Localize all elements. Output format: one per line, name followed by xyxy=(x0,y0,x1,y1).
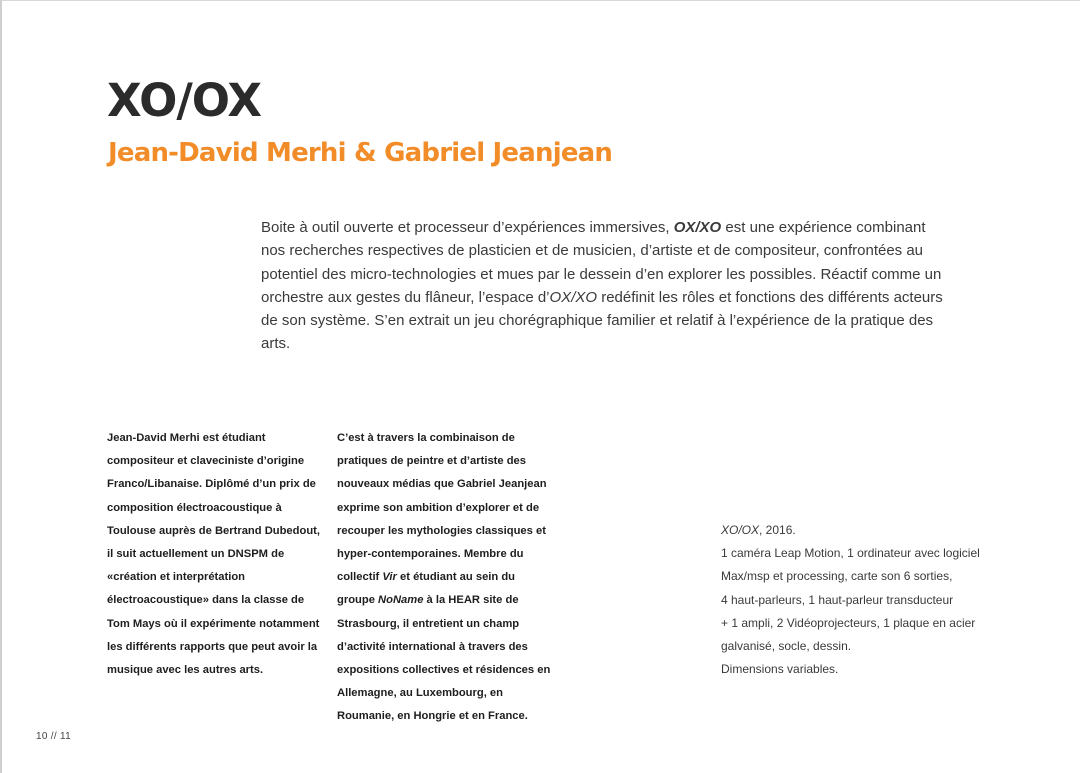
bio-line: Allemagne, au Luxembourg, en xyxy=(337,687,503,700)
bio-text: à la HEAR site de xyxy=(423,594,519,607)
page-number: 10 // 11 xyxy=(36,731,72,742)
intro-emphasis-2: OX/XO xyxy=(549,288,598,306)
intro-text-3: redéfinit les rôles et fonctions des différents acteurs de son système. S’en extrait un jeu chorégraphique familier et relatif à l’expérience de la pratique des arts. xyxy=(261,288,943,353)
intro-text-2: est une expérience combinant nos recherches respectives de plasticien et de musicien, d’artiste et de compositeur, confrontées au potentiel des micro-technologies et mues par le dessein d’en explorer les possibles. Réactif comme un orchestre aux gestes du flâneur, l’espace d’ xyxy=(261,219,942,306)
bio-line: musique avec les autres arts. xyxy=(107,664,264,677)
bio-line: il suit actuellement un DNSPM de xyxy=(107,548,285,561)
work-caption-year: , 2016. xyxy=(759,523,796,537)
work-caption xyxy=(721,519,980,542)
bio-text: groupe xyxy=(337,594,379,607)
work-detail-line: + 1 ampli, 2 Vidéoprojecteurs, 1 plaque en acier xyxy=(721,615,976,630)
work-detail-line: Dimensions variables. xyxy=(721,662,839,677)
bio-line: électroacoustique» dans la classe de xyxy=(107,594,305,607)
bio-line xyxy=(337,566,550,589)
bio-merhi xyxy=(107,427,320,682)
bio-line: les différents rapports que peut avoir la xyxy=(107,640,318,653)
work-details xyxy=(721,519,980,681)
bio-text: et étudiant au sein du xyxy=(396,571,516,584)
intro-text-1: Boite à outil ouverte et processeur d’expériences immersives, xyxy=(261,219,674,236)
bio-line: recouper les mythologies classiques et xyxy=(337,524,546,537)
bio-line: compositeur et claveciniste d’origine xyxy=(107,455,305,468)
work-detail-line: 4 haut-parleurs, 1 haut-parleur transducteur xyxy=(721,592,954,607)
bio-line: d’activité international à travers des xyxy=(337,640,528,653)
bio-line: expositions collectives et résidences en xyxy=(337,664,551,677)
bio-jeanjean xyxy=(337,427,550,729)
bio-line xyxy=(337,589,550,612)
work-title: XO/OX xyxy=(107,74,262,127)
bio-line: Franco/Libanaise. Diplômé d’un prix de xyxy=(107,478,316,491)
bio-text: collectif xyxy=(337,571,383,584)
bio-line: Tom Mays où il expérimente notamment xyxy=(107,617,320,630)
bio-line: exprime son ambition d’explorer et de xyxy=(337,501,540,514)
work-detail-line: Max/msp et processing, carte son 6 sorties, xyxy=(721,569,953,584)
bio-line: pratiques de peintre et d’artiste des xyxy=(337,455,526,468)
group-name: NoName xyxy=(378,594,424,607)
bio-line: «création et interprétation xyxy=(107,571,246,584)
bio-line: Strasbourg, il entretient un champ xyxy=(337,617,520,630)
work-detail-line: galvanisé, socle, dessin. xyxy=(721,639,852,654)
intro-paragraph xyxy=(261,216,951,356)
bio-line: Roumanie, en Hongrie et en France. xyxy=(337,710,528,723)
bio-line: Toulouse auprès de Bertrand Dubedout, xyxy=(107,524,320,537)
collective-name: Vir xyxy=(382,571,397,584)
bio-line: composition électroacoustique à xyxy=(107,501,282,514)
bio-line: nouveaux médias que Gabriel Jeanjean xyxy=(337,478,547,491)
work-detail-line: 1 caméra Leap Motion, 1 ordinateur avec logiciel xyxy=(721,546,980,561)
bio-line: C’est à travers la combinaison de xyxy=(337,432,515,444)
authors-heading: Jean-David Merhi & Gabriel Jeanjean xyxy=(108,138,613,168)
work-caption-title: XO/OX xyxy=(721,523,760,537)
intro-emphasis-1: OX/XO xyxy=(673,219,722,236)
bio-line: hyper-contemporaines. Membre du xyxy=(337,548,524,561)
bio-line: Jean-David Merhi est étudiant xyxy=(107,432,266,444)
